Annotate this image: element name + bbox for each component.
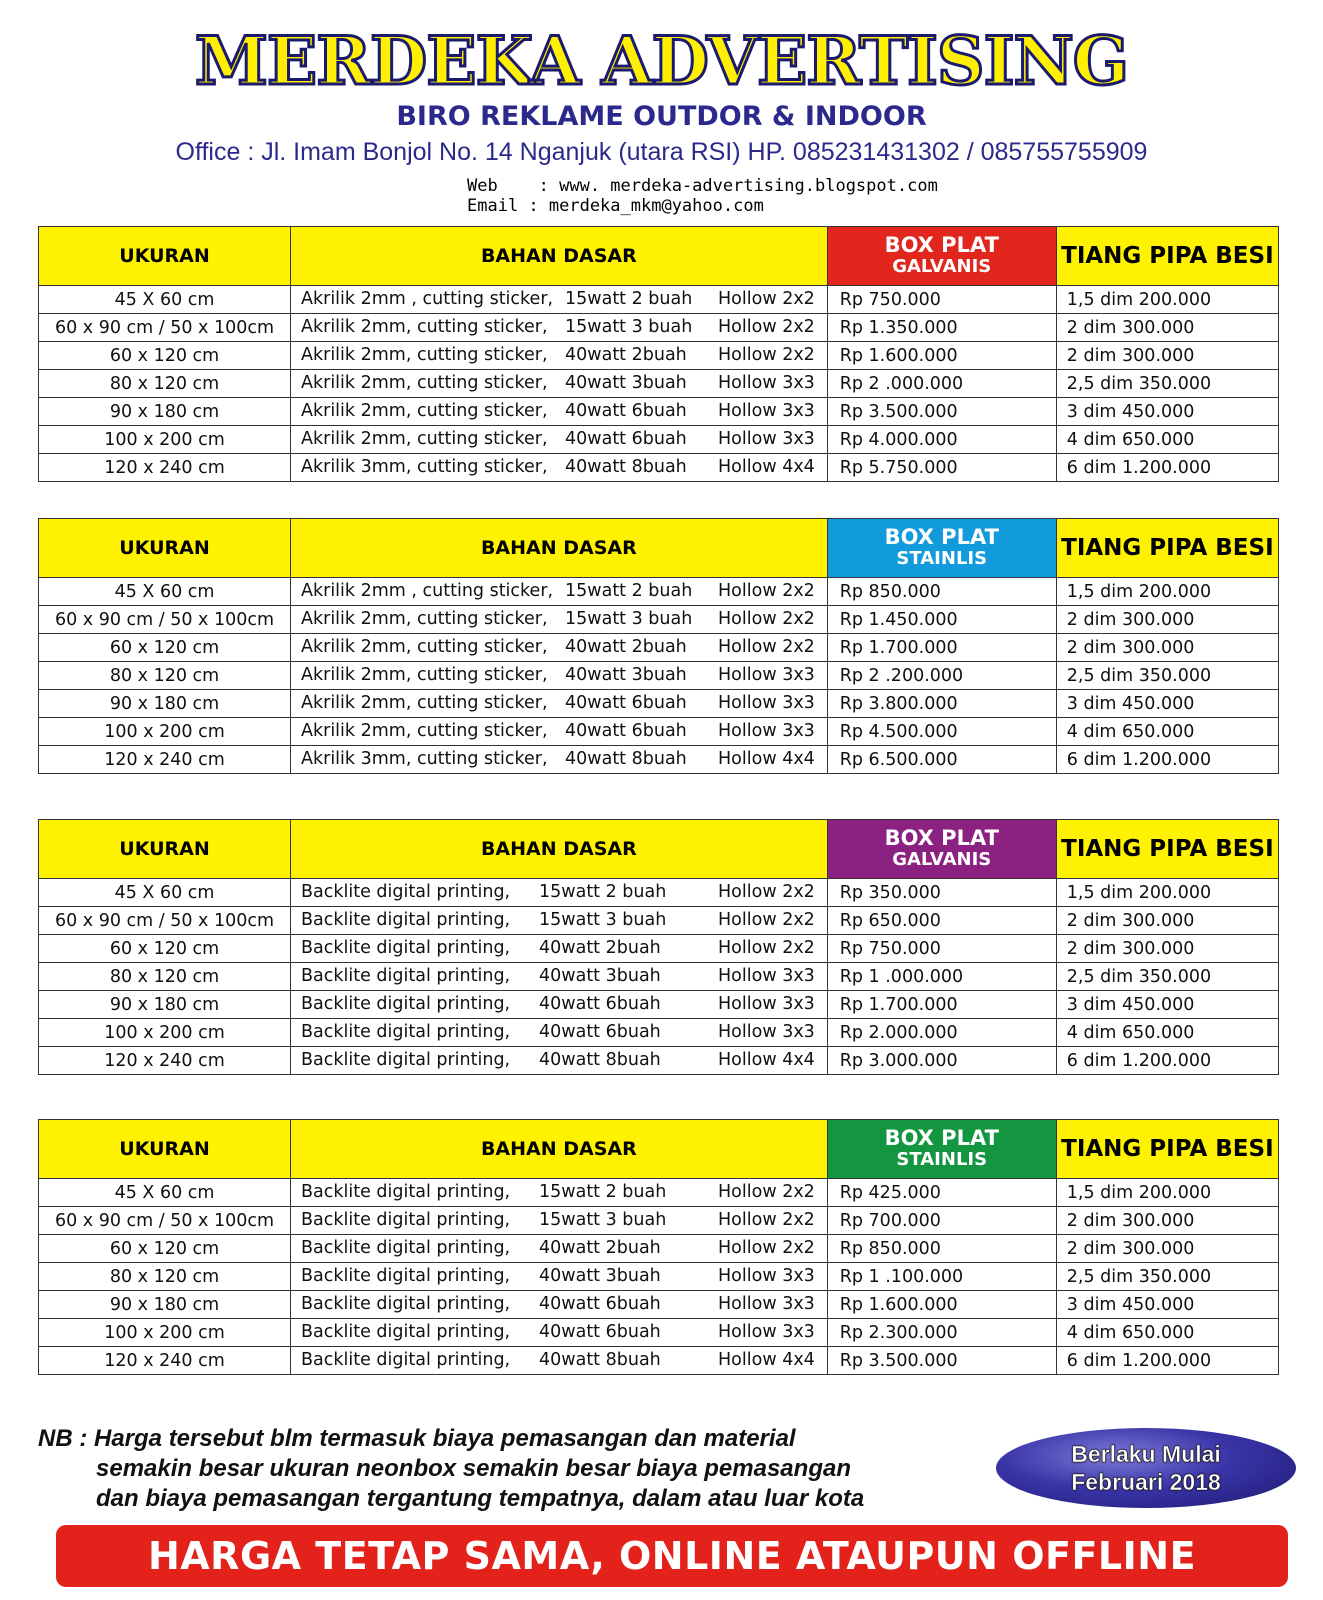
size-cell: 45 X 60 cm — [39, 578, 291, 606]
badge-line-2: Februari 2018 — [1071, 1469, 1221, 1495]
lamp-text: 40watt 6buah — [539, 1322, 661, 1342]
size-cell: 90 x 180 cm — [39, 690, 291, 718]
price-table — [38, 1119, 1279, 1375]
price-cell: Rp 425.000 — [827, 1179, 1056, 1207]
bottom-banner: HARGA TETAP SAMA, ONLINE ATAUPUN OFFLINE — [56, 1525, 1288, 1587]
size-cell: 90 x 180 cm — [39, 1291, 291, 1319]
material-cell — [291, 718, 828, 746]
lamp-text: 15watt 2 buah — [565, 581, 693, 601]
price-table — [38, 226, 1279, 482]
material-text: Backlite digital printing, — [301, 1050, 511, 1070]
lamp-text: 40watt 6buah — [565, 693, 687, 713]
tiang-cell: 3 dim 450.000 — [1056, 991, 1278, 1019]
size-cell: 60 x 120 cm — [39, 342, 291, 370]
header-ukuran: UKURAN — [39, 820, 291, 879]
table-header-row — [39, 227, 1279, 286]
hollow-text: Hollow 3x3 — [718, 721, 815, 741]
size-cell: 80 x 120 cm — [39, 370, 291, 398]
table-row — [39, 1347, 1279, 1375]
price-cell: Rp 2 .200.000 — [827, 662, 1056, 690]
hollow-text: Hollow 2x2 — [718, 609, 815, 629]
material-text: Backlite digital printing, — [301, 1238, 511, 1258]
material-text: Akrilik 2mm, cutting sticker, — [301, 693, 548, 713]
tiang-cell: 2 dim 300.000 — [1056, 342, 1278, 370]
note-line-2: semakin besar ukuran neonbox semakin besar biaya pemasangan — [96, 1455, 851, 1482]
material-text: Akrilik 2mm, cutting sticker, — [301, 373, 548, 393]
size-cell: 80 x 120 cm — [39, 662, 291, 690]
note — [38, 1424, 864, 1514]
price-cell: Rp 650.000 — [827, 907, 1056, 935]
hollow-text: Hollow 2x2 — [718, 581, 815, 601]
material-cell — [291, 935, 828, 963]
lamp-text: 40watt 2buah — [565, 345, 687, 365]
box-plat-type: STAINLIS — [896, 548, 988, 569]
table-row — [39, 634, 1279, 662]
tiang-cell: 1,5 dim 200.000 — [1056, 286, 1278, 314]
lamp-text: 40watt 8buah — [565, 749, 687, 769]
size-cell: 45 X 60 cm — [39, 879, 291, 907]
lamp-text: 40watt 6buah — [539, 994, 661, 1014]
size-cell: 60 x 90 cm / 50 x 100cm — [39, 907, 291, 935]
tiang-cell: 2,5 dim 350.000 — [1056, 662, 1278, 690]
lamp-text: 15watt 3 buah — [539, 1210, 667, 1230]
material-text: Akrilik 2mm, cutting sticker, — [301, 637, 548, 657]
material-text: Backlite digital printing, — [301, 1350, 511, 1370]
price-cell: Rp 1.600.000 — [827, 1291, 1056, 1319]
size-cell: 45 X 60 cm — [39, 1179, 291, 1207]
table-row — [39, 991, 1279, 1019]
header-tiang-pipa-besi: TIANG PIPA BESI — [1056, 1120, 1278, 1179]
lamp-text: 15watt 2 buah — [539, 882, 667, 902]
table-row — [39, 963, 1279, 991]
hollow-text: Hollow 2x2 — [718, 1210, 815, 1230]
price-cell: Rp 1 .100.000 — [827, 1263, 1056, 1291]
material-cell — [291, 370, 828, 398]
material-cell — [291, 690, 828, 718]
lamp-text: 40watt 6buah — [565, 401, 687, 421]
lamp-text: 15watt 3 buah — [565, 609, 693, 629]
size-cell: 100 x 200 cm — [39, 426, 291, 454]
material-cell — [291, 1235, 828, 1263]
size-cell: 60 x 90 cm / 50 x 100cm — [39, 314, 291, 342]
price-cell: Rp 1.350.000 — [827, 314, 1056, 342]
price-cell: Rp 4.000.000 — [827, 426, 1056, 454]
material-text: Backlite digital printing, — [301, 1182, 511, 1202]
hollow-text: Hollow 2x2 — [718, 637, 815, 657]
box-plat-label: BOX PLAT — [884, 826, 999, 850]
material-cell — [291, 1263, 828, 1291]
price-cell: Rp 6.500.000 — [827, 746, 1056, 774]
note-line-3: dan biaya pemasangan tergantung tempatnya, dalam atau luar kota — [96, 1485, 865, 1512]
material-text: Backlite digital printing, — [301, 994, 511, 1014]
table-row — [39, 935, 1279, 963]
table-row — [39, 314, 1279, 342]
size-cell: 60 x 120 cm — [39, 935, 291, 963]
price-cell: Rp 850.000 — [827, 1235, 1056, 1263]
lamp-text: 40watt 2buah — [539, 938, 661, 958]
header-ukuran: UKURAN — [39, 227, 291, 286]
material-text: Akrilik 2mm, cutting sticker, — [301, 429, 548, 449]
hollow-text: Hollow 3x3 — [718, 1322, 815, 1342]
material-cell — [291, 1047, 828, 1075]
tiang-cell: 1,5 dim 200.000 — [1056, 1179, 1278, 1207]
price-cell: Rp 2 .000.000 — [827, 370, 1056, 398]
lamp-text: 40watt 6buah — [539, 1294, 661, 1314]
hollow-text: Hollow 3x3 — [718, 429, 815, 449]
material-cell — [291, 1319, 828, 1347]
material-text: Backlite digital printing, — [301, 966, 511, 986]
hollow-text: Hollow 4x4 — [718, 1350, 815, 1370]
hollow-text: Hollow 2x2 — [718, 289, 815, 309]
hollow-text: Hollow 4x4 — [718, 1050, 815, 1070]
price-cell: Rp 1.700.000 — [827, 634, 1056, 662]
material-cell — [291, 426, 828, 454]
material-text: Akrilik 2mm, cutting sticker, — [301, 317, 548, 337]
table-row — [39, 1319, 1279, 1347]
lamp-text: 15watt 2 buah — [539, 1182, 667, 1202]
table-header-row — [39, 519, 1279, 578]
price-cell: Rp 750.000 — [827, 935, 1056, 963]
table-row — [39, 1179, 1279, 1207]
hollow-text: Hollow 2x2 — [718, 1238, 815, 1258]
tiang-cell: 6 dim 1.200.000 — [1056, 1347, 1278, 1375]
material-cell — [291, 398, 828, 426]
tiang-cell: 4 dim 650.000 — [1056, 718, 1278, 746]
hollow-text: Hollow 2x2 — [718, 345, 815, 365]
hollow-text: Hollow 4x4 — [718, 749, 815, 769]
header-bahan-dasar: BAHAN DASAR — [291, 519, 828, 578]
price-cell: Rp 3.800.000 — [827, 690, 1056, 718]
lamp-text: 40watt 3buah — [565, 373, 687, 393]
material-cell — [291, 1207, 828, 1235]
subtitle: BIRO REKLAME OUTDOR & INDOOR — [396, 101, 927, 132]
tiang-cell: 3 dim 450.000 — [1056, 690, 1278, 718]
size-cell: 60 x 120 cm — [39, 634, 291, 662]
lamp-text: 15watt 2 buah — [565, 289, 693, 309]
lamp-text: 40watt 8buah — [539, 1050, 661, 1070]
size-cell: 100 x 200 cm — [39, 1319, 291, 1347]
table-row — [39, 1019, 1279, 1047]
badge-line-1: Berlaku Mulai — [1071, 1441, 1221, 1467]
table-row — [39, 1047, 1279, 1075]
price-cell: Rp 1.450.000 — [827, 606, 1056, 634]
table-header-row — [39, 820, 1279, 879]
material-text: Akrilik 2mm , cutting sticker, — [301, 289, 554, 309]
box-plat-type: GALVANIS — [892, 849, 992, 870]
price-cell: Rp 1 .000.000 — [827, 963, 1056, 991]
tiang-cell: 6 dim 1.200.000 — [1056, 1047, 1278, 1075]
tiang-cell: 2 dim 300.000 — [1056, 1207, 1278, 1235]
tiang-cell: 4 dim 650.000 — [1056, 426, 1278, 454]
tiang-cell: 1,5 dim 200.000 — [1056, 879, 1278, 907]
material-cell — [291, 1291, 828, 1319]
header-tiang-pipa-besi: TIANG PIPA BESI — [1056, 519, 1278, 578]
lamp-text: 40watt 3buah — [539, 966, 661, 986]
table-row — [39, 662, 1279, 690]
material-text: Backlite digital printing, — [301, 1022, 511, 1042]
contact-block — [467, 176, 938, 216]
header-tiang-pipa-besi: TIANG PIPA BESI — [1056, 820, 1278, 879]
lamp-text: 40watt 2buah — [539, 1238, 661, 1258]
size-cell: 120 x 240 cm — [39, 746, 291, 774]
material-cell — [291, 907, 828, 935]
price-cell: Rp 4.500.000 — [827, 718, 1056, 746]
tiang-cell: 6 dim 1.200.000 — [1056, 454, 1278, 482]
material-cell — [291, 606, 828, 634]
header-box-plat — [827, 1120, 1056, 1179]
size-cell: 120 x 240 cm — [39, 1347, 291, 1375]
price-cell: Rp 850.000 — [827, 578, 1056, 606]
price-cell: Rp 700.000 — [827, 1207, 1056, 1235]
price-cell: Rp 5.750.000 — [827, 454, 1056, 482]
material-cell — [291, 286, 828, 314]
table-row — [39, 1291, 1279, 1319]
price-cell: Rp 3.000.000 — [827, 1047, 1056, 1075]
material-text: Backlite digital printing, — [301, 910, 511, 930]
material-text: Backlite digital printing, — [301, 1322, 511, 1342]
header-ukuran: UKURAN — [39, 519, 291, 578]
price-cell: Rp 2.300.000 — [827, 1319, 1056, 1347]
table-row — [39, 342, 1279, 370]
material-text: Akrilik 2mm, cutting sticker, — [301, 609, 548, 629]
tiang-cell: 2 dim 300.000 — [1056, 1235, 1278, 1263]
lamp-text: 15watt 3 buah — [565, 317, 693, 337]
size-cell: 60 x 90 cm / 50 x 100cm — [39, 606, 291, 634]
material-text: Akrilik 2mm, cutting sticker, — [301, 721, 548, 741]
box-plat-label: BOX PLAT — [884, 233, 999, 257]
lamp-text: 40watt 2buah — [565, 637, 687, 657]
tiang-cell: 2 dim 300.000 — [1056, 935, 1278, 963]
table-row — [39, 454, 1279, 482]
box-plat-label: BOX PLAT — [884, 1126, 999, 1150]
material-cell — [291, 963, 828, 991]
material-cell — [291, 746, 828, 774]
tiang-cell: 3 dim 450.000 — [1056, 1291, 1278, 1319]
office-address: Office : Jl. Imam Bonjol No. 14 Nganjuk (utara RSI) HP. 085231431302 / 085755755909 — [175, 138, 1148, 166]
lamp-text: 15watt 3 buah — [539, 910, 667, 930]
size-cell: 60 x 90 cm / 50 x 100cm — [39, 1207, 291, 1235]
tiang-cell: 2,5 dim 350.000 — [1056, 370, 1278, 398]
header-ukuran: UKURAN — [39, 1120, 291, 1179]
hollow-text: Hollow 3x3 — [718, 693, 815, 713]
hollow-text: Hollow 3x3 — [718, 373, 815, 393]
table-row — [39, 286, 1279, 314]
hollow-text: Hollow 2x2 — [718, 938, 815, 958]
price-cell: Rp 3.500.000 — [827, 1347, 1056, 1375]
header-box-plat — [827, 519, 1056, 578]
tiang-cell: 2 dim 300.000 — [1056, 907, 1278, 935]
size-cell: 120 x 240 cm — [39, 454, 291, 482]
tiang-cell: 6 dim 1.200.000 — [1056, 746, 1278, 774]
tiang-cell: 4 dim 650.000 — [1056, 1019, 1278, 1047]
material-cell — [291, 991, 828, 1019]
header-box-plat — [827, 820, 1056, 879]
table-row — [39, 718, 1279, 746]
material-text: Backlite digital printing, — [301, 1210, 511, 1230]
header-tiang-pipa-besi: TIANG PIPA BESI — [1056, 227, 1278, 286]
price-cell: Rp 350.000 — [827, 879, 1056, 907]
tiang-cell: 1,5 dim 200.000 — [1056, 578, 1278, 606]
table-row — [39, 426, 1279, 454]
table-row — [39, 746, 1279, 774]
price-cell: Rp 1.700.000 — [827, 991, 1056, 1019]
web-line: Web : www. merdeka-advertising.blogspot.com — [467, 176, 938, 196]
tiang-cell: 3 dim 450.000 — [1056, 398, 1278, 426]
material-text: Akrilik 3mm, cutting sticker, — [301, 749, 548, 769]
header-bahan-dasar: BAHAN DASAR — [291, 1120, 828, 1179]
note-line-1: NB : Harga tersebut blm termasuk biaya pemasangan dan material — [38, 1425, 796, 1452]
material-text: Akrilik 2mm, cutting sticker, — [301, 401, 548, 421]
lamp-text: 40watt 3buah — [565, 665, 687, 685]
header-bahan-dasar: BAHAN DASAR — [291, 227, 828, 286]
validity-badge — [996, 1428, 1296, 1508]
table-row — [39, 907, 1279, 935]
lamp-text: 40watt 8buah — [539, 1350, 661, 1370]
size-cell: 60 x 120 cm — [39, 1235, 291, 1263]
email-line: Email : merdeka_mkm@yahoo.com — [467, 196, 764, 216]
size-cell: 100 x 200 cm — [39, 718, 291, 746]
size-cell: 120 x 240 cm — [39, 1047, 291, 1075]
size-cell: 80 x 120 cm — [39, 1263, 291, 1291]
material-cell — [291, 1179, 828, 1207]
hollow-text: Hollow 3x3 — [718, 994, 815, 1014]
table-row — [39, 879, 1279, 907]
header-box-plat — [827, 227, 1056, 286]
material-cell — [291, 314, 828, 342]
tiang-cell: 2,5 dim 350.000 — [1056, 963, 1278, 991]
price-cell: Rp 750.000 — [827, 286, 1056, 314]
header-bahan-dasar: BAHAN DASAR — [291, 820, 828, 879]
material-cell — [291, 634, 828, 662]
table-row — [39, 578, 1279, 606]
box-plat-type: STAINLIS — [896, 1149, 988, 1170]
material-cell — [291, 879, 828, 907]
lamp-text: 40watt 6buah — [565, 429, 687, 449]
brand-title: MERDEKA ADVERTISING — [194, 22, 1129, 100]
price-table — [38, 518, 1279, 774]
hollow-text: Hollow 3x3 — [718, 1022, 815, 1042]
table-row — [39, 1235, 1279, 1263]
tiang-cell: 4 dim 650.000 — [1056, 1319, 1278, 1347]
size-cell: 90 x 180 cm — [39, 991, 291, 1019]
hollow-text: Hollow 3x3 — [718, 1294, 815, 1314]
hollow-text: Hollow 2x2 — [718, 882, 815, 902]
material-text: Backlite digital printing, — [301, 1266, 511, 1286]
material-text: Akrilik 2mm, cutting sticker, — [301, 665, 548, 685]
tiang-cell: 2,5 dim 350.000 — [1056, 1263, 1278, 1291]
material-cell — [291, 662, 828, 690]
table-header-row — [39, 1120, 1279, 1179]
material-text: Backlite digital printing, — [301, 882, 511, 902]
table-row — [39, 370, 1279, 398]
material-text: Akrilik 2mm , cutting sticker, — [301, 581, 554, 601]
hollow-text: Hollow 3x3 — [718, 1266, 815, 1286]
lamp-text: 40watt 8buah — [565, 457, 687, 477]
price-cell: Rp 1.600.000 — [827, 342, 1056, 370]
hollow-text: Hollow 2x2 — [718, 317, 815, 337]
price-table — [38, 819, 1279, 1075]
size-cell: 45 X 60 cm — [39, 286, 291, 314]
hollow-text: Hollow 2x2 — [718, 1182, 815, 1202]
material-cell — [291, 1347, 828, 1375]
table-row — [39, 690, 1279, 718]
material-cell — [291, 1019, 828, 1047]
hollow-text: Hollow 3x3 — [718, 665, 815, 685]
material-text: Akrilik 2mm, cutting sticker, — [301, 345, 548, 365]
table-row — [39, 398, 1279, 426]
tiang-cell: 2 dim 300.000 — [1056, 606, 1278, 634]
box-plat-type: GALVANIS — [892, 256, 992, 277]
hollow-text: Hollow 4x4 — [718, 457, 815, 477]
price-cell: Rp 2.000.000 — [827, 1019, 1056, 1047]
material-text: Akrilik 3mm, cutting sticker, — [301, 457, 548, 477]
box-plat-label: BOX PLAT — [884, 525, 999, 549]
material-text: Backlite digital printing, — [301, 938, 511, 958]
material-text: Backlite digital printing, — [301, 1294, 511, 1314]
hollow-text: Hollow 2x2 — [718, 910, 815, 930]
tiang-cell: 2 dim 300.000 — [1056, 314, 1278, 342]
table-row — [39, 1207, 1279, 1235]
hollow-text: Hollow 3x3 — [718, 401, 815, 421]
size-cell: 80 x 120 cm — [39, 963, 291, 991]
material-cell — [291, 578, 828, 606]
table-row — [39, 606, 1279, 634]
size-cell: 90 x 180 cm — [39, 398, 291, 426]
table-row — [39, 1263, 1279, 1291]
lamp-text: 40watt 6buah — [539, 1022, 661, 1042]
price-cell: Rp 3.500.000 — [827, 398, 1056, 426]
hollow-text: Hollow 3x3 — [718, 966, 815, 986]
lamp-text: 40watt 3buah — [539, 1266, 661, 1286]
size-cell: 100 x 200 cm — [39, 1019, 291, 1047]
material-cell — [291, 342, 828, 370]
lamp-text: 40watt 6buah — [565, 721, 687, 741]
tiang-cell: 2 dim 300.000 — [1056, 634, 1278, 662]
material-cell — [291, 454, 828, 482]
